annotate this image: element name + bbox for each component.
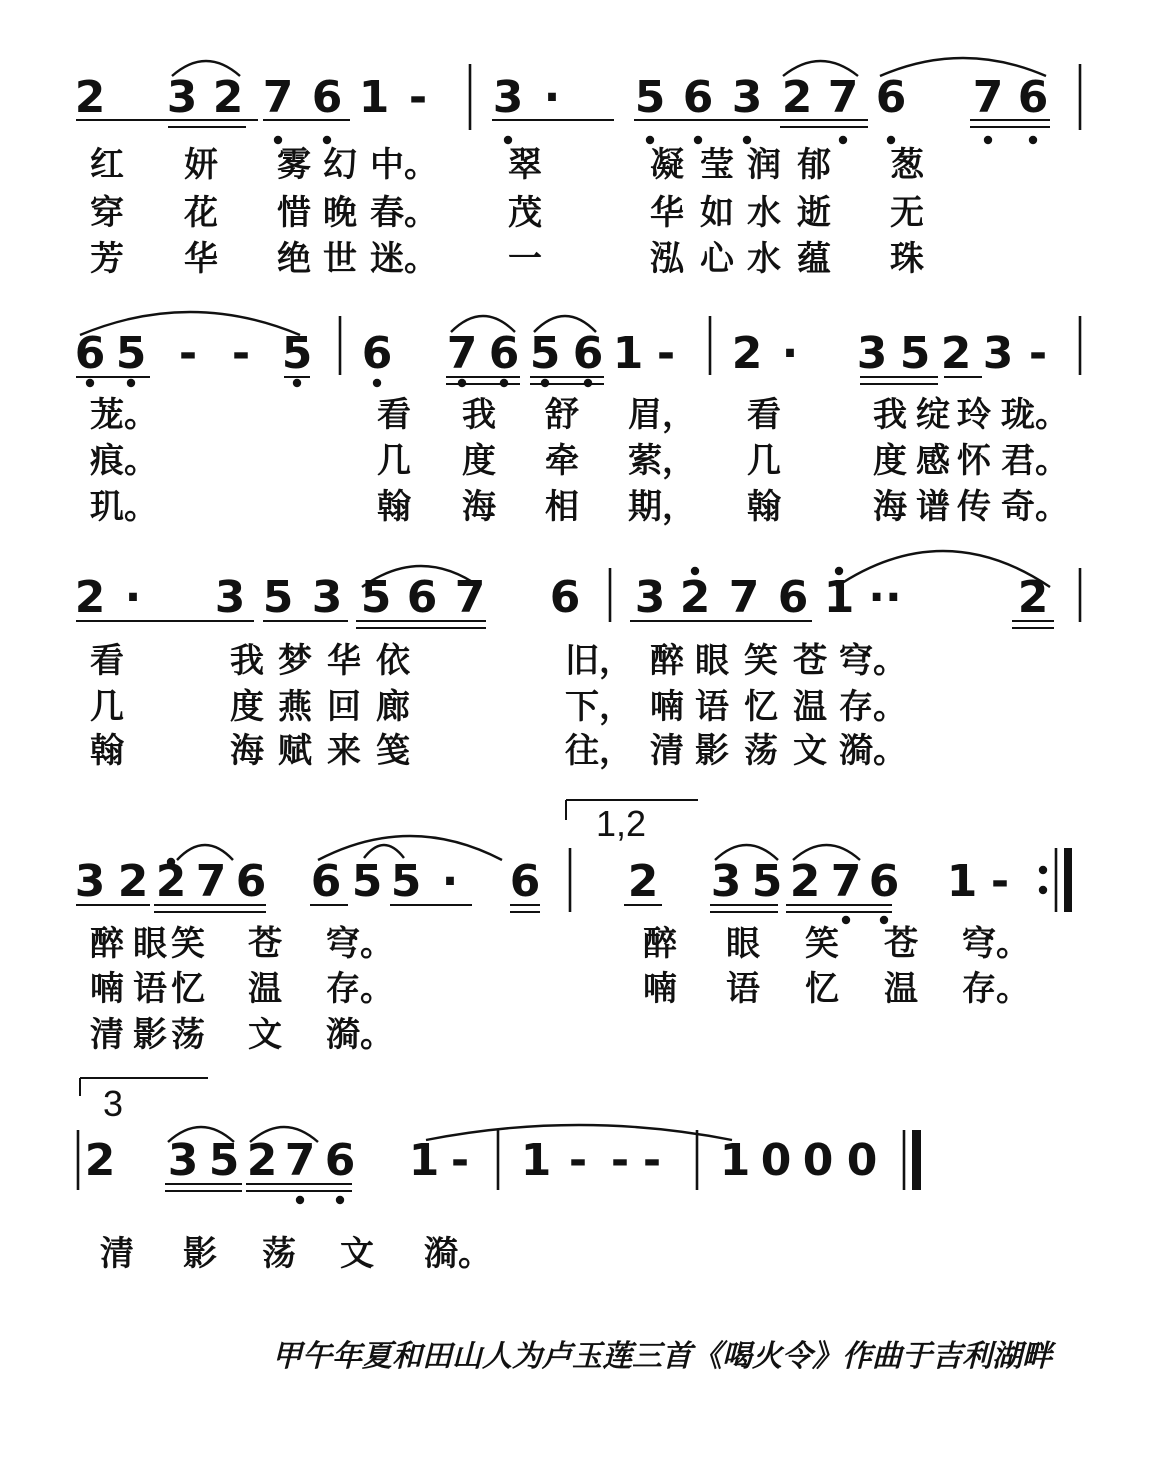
octave-dot <box>887 136 895 144</box>
jianpu-note: 6 <box>74 328 106 379</box>
lyric-char: 影 <box>183 1234 217 1274</box>
jianpu-note: 3 <box>731 72 763 123</box>
lyric-char: 文 <box>248 1015 282 1055</box>
final-barline-thick <box>912 1130 921 1190</box>
jianpu-note: 6 <box>549 572 581 623</box>
jianpu-note: 3 <box>167 1135 199 1186</box>
lyric-char: 几 <box>377 441 411 481</box>
jianpu-note: 0 <box>760 1135 792 1186</box>
lyric-char: 喃 <box>643 969 677 1009</box>
lyric-char: 看 <box>90 641 124 681</box>
lyric-char: 郁 <box>797 145 831 185</box>
lyric-char: 影 <box>133 1015 167 1055</box>
lyric-char: 苍 <box>248 924 282 964</box>
jianpu-note: 2 <box>940 328 972 379</box>
jianpu-note: 6 <box>235 856 267 907</box>
lyric-char: 忆 <box>805 969 839 1009</box>
repeat-dot <box>1039 886 1047 894</box>
jianpu-note: ·· <box>868 572 902 623</box>
lyric-char: 晚 <box>323 193 357 233</box>
lyric-char: 绝 <box>277 239 311 279</box>
lyric-char: 中。 <box>370 145 438 185</box>
lyric-char: 翰 <box>90 731 124 771</box>
lyric-char: 穹。 <box>839 641 907 681</box>
jianpu-note: 5 <box>115 328 147 379</box>
lyric-char: 眉， <box>628 395 696 435</box>
lyric-char: 清 <box>100 1234 134 1274</box>
jianpu-note: 2 <box>731 328 763 379</box>
jianpu-note: 2 <box>74 572 106 623</box>
jianpu-note: 6 <box>324 1135 356 1186</box>
lyric-char: 眼 <box>695 641 729 681</box>
octave-dot <box>584 379 592 387</box>
jianpu-note: - <box>656 328 676 379</box>
lyric-char: 华 <box>184 239 218 279</box>
jianpu-note: 1 <box>946 856 978 907</box>
lyric-char: 华 <box>650 193 684 233</box>
lyric-char: 我 <box>230 641 264 681</box>
lyric-char: 眼 <box>726 924 760 964</box>
lyric-char: 红 <box>90 145 124 185</box>
jianpu-note: - <box>231 328 251 379</box>
lyric-char: 海 <box>873 487 907 527</box>
octave-dot <box>296 1196 304 1204</box>
jianpu-note: 7 <box>827 72 859 123</box>
jianpu-note: 1 <box>408 1135 440 1186</box>
jianpu-note: 6 <box>777 572 809 623</box>
jianpu-note: - <box>178 328 198 379</box>
volta-label: 3 <box>103 1083 124 1124</box>
lyric-char: 期， <box>628 487 696 527</box>
lyric-char: 度 <box>873 441 907 481</box>
jianpu-note: 3 <box>214 572 246 623</box>
jianpu-note: 2 <box>679 572 711 623</box>
lyric-char: 度 <box>230 687 264 727</box>
octave-dot <box>127 379 135 387</box>
repeat-dot <box>1039 866 1047 874</box>
lyric-char: 笑 <box>171 924 205 964</box>
lyric-char: 文 <box>340 1234 374 1274</box>
lyric-char: 语 <box>695 687 729 727</box>
jianpu-note: 5 <box>262 572 294 623</box>
lyric-char: 影 <box>695 731 729 771</box>
lyric-char: 我 <box>873 395 907 435</box>
lyric-char: 温 <box>793 687 827 727</box>
lyric-char: 回 <box>327 687 361 727</box>
lyric-char: 萦， <box>628 441 696 481</box>
jianpu-note: 5 <box>281 328 313 379</box>
octave-dot <box>458 379 466 387</box>
octave-dot <box>323 136 331 144</box>
lyric-char: 赋 <box>278 731 312 771</box>
octave-dot <box>1029 136 1037 144</box>
jianpu-note: 3 <box>982 328 1014 379</box>
lyric-char: 笑 <box>805 924 839 964</box>
jianpu-note: 6 <box>682 72 714 123</box>
lyric-char: 水 <box>747 193 781 233</box>
lyric-char: 往， <box>565 731 633 771</box>
jianpu-note: 2 <box>155 856 187 907</box>
jianpu-note: 6 <box>1017 72 1049 123</box>
jianpu-note: · <box>543 72 561 123</box>
lyric-char: 花 <box>184 193 218 233</box>
lyric-char: 葱 <box>890 145 924 185</box>
lyric-char: 珠 <box>890 239 924 279</box>
lyric-char: 醉 <box>650 641 684 681</box>
octave-dot <box>293 379 301 387</box>
lyric-char: 水 <box>747 239 781 279</box>
jianpu-note: 7 <box>195 856 227 907</box>
lyric-char: 温 <box>884 969 918 1009</box>
lyric-char: 穿 <box>90 193 124 233</box>
octave-dot <box>842 916 850 924</box>
jianpu-note: - <box>642 1135 662 1186</box>
jianpu-note: - <box>990 856 1010 907</box>
octave-dot <box>694 136 702 144</box>
jianpu-note: 3 <box>311 572 343 623</box>
lyric-char: 忆 <box>744 687 778 727</box>
lyric-char: 语 <box>133 969 167 1009</box>
jianpu-note: 3 <box>710 856 742 907</box>
jianpu-note: 2 <box>117 856 149 907</box>
lyric-char: 春。 <box>370 193 438 233</box>
lyric-char: 廊 <box>376 687 410 727</box>
lyric-char: 忆 <box>171 969 205 1009</box>
jianpu-note: 6 <box>361 328 393 379</box>
jianpu-note: 6 <box>875 72 907 123</box>
jianpu-note: 2 <box>74 72 106 123</box>
jianpu-note: 2 <box>781 72 813 123</box>
lyric-char: 几 <box>747 441 781 481</box>
jianpu-note: 5 <box>634 72 666 123</box>
jianpu-note: 7 <box>830 856 862 907</box>
lyric-char: 荡 <box>744 731 778 771</box>
jianpu-note: 6 <box>488 328 520 379</box>
lyric-char: 传 <box>957 487 991 527</box>
jianpu-note: - <box>408 72 428 123</box>
lyric-char: 惜 <box>277 193 311 233</box>
lyric-char: 感 <box>916 441 950 481</box>
lyric-char: 依 <box>376 641 410 681</box>
jianpu-note: 2 <box>84 1135 116 1186</box>
octave-dot <box>880 916 888 924</box>
octave-dot <box>839 136 847 144</box>
octave-dot <box>646 136 654 144</box>
lyric-char: 翰 <box>747 487 781 527</box>
octave-dot <box>336 1196 344 1204</box>
lyric-char: 度 <box>462 441 496 481</box>
octave-dot <box>373 379 381 387</box>
lyric-char: 笺 <box>376 731 410 771</box>
lyric-char: 喃 <box>650 687 684 727</box>
lyric-char: 如 <box>700 193 734 233</box>
lyric-char: 穹。 <box>962 924 1030 964</box>
lyric-char: 漪。 <box>839 731 907 771</box>
composer-note: 甲午年夏和田山人为卢玉莲三首《喝火令》作曲于吉利湖畔 <box>272 1339 1052 1374</box>
lyric-char: 漪。 <box>424 1234 492 1274</box>
lyric-char: 梦 <box>278 641 312 681</box>
lyric-char: 莹 <box>700 145 734 185</box>
lyric-char: 茂 <box>508 193 542 233</box>
octave-dot <box>984 136 992 144</box>
lyric-char: 绽 <box>916 395 950 435</box>
jianpu-note: - <box>1028 328 1048 379</box>
lyric-char: 珑。 <box>1001 395 1069 435</box>
repeat-barline-thick <box>1064 848 1072 912</box>
lyric-char: 荡 <box>171 1015 205 1055</box>
jianpu-note: · <box>781 328 799 379</box>
jianpu-note: - <box>568 1135 588 1186</box>
lyric-char: 穹。 <box>326 924 394 964</box>
lyric-char: 相 <box>545 487 579 527</box>
lyric-char: 温 <box>248 969 282 1009</box>
lyric-char: 迷。 <box>370 239 438 279</box>
lyric-char: 润 <box>747 145 781 185</box>
lyric-char: 存。 <box>326 969 394 1009</box>
jianpu-note: 2 <box>246 1135 278 1186</box>
jianpu-note: 7 <box>446 328 478 379</box>
lyric-char: 妍 <box>184 145 218 185</box>
lyric-char: 看 <box>377 395 411 435</box>
jianpu-note: 6 <box>310 856 342 907</box>
lyric-char: 华 <box>327 641 361 681</box>
jianpu-note: 1 <box>520 1135 552 1186</box>
lyric-char: 苍 <box>793 641 827 681</box>
lyric-char: 舒 <box>545 395 579 435</box>
lyric-char: 翠 <box>508 145 542 185</box>
lyric-char: 谱 <box>916 487 950 527</box>
lyric-char: 苍 <box>884 924 918 964</box>
jianpu-note: 1 <box>612 328 644 379</box>
jianpu-note: 1 <box>358 72 390 123</box>
lyric-char: 逝 <box>797 193 831 233</box>
jianpu-note: - <box>610 1135 630 1186</box>
jianpu-note: 7 <box>728 572 760 623</box>
jianpu-note: 1 <box>719 1135 751 1186</box>
lyric-char: 君。 <box>1001 441 1069 481</box>
lyric-char: 海 <box>462 487 496 527</box>
octave-dot <box>274 136 282 144</box>
jianpu-note: 7 <box>262 72 294 123</box>
lyric-char: 泓 <box>650 239 684 279</box>
jianpu-note: · <box>441 856 459 907</box>
lyric-char: 看 <box>747 395 781 435</box>
jianpu-note: · <box>124 572 142 623</box>
jianpu-note: 5 <box>390 856 422 907</box>
jianpu-note: 5 <box>529 328 561 379</box>
lyric-char: 喃 <box>90 969 124 1009</box>
jianpu-note: 2 <box>1017 572 1049 623</box>
jianpu-note: 2 <box>627 856 659 907</box>
lyric-char: 牵 <box>545 441 579 481</box>
lyric-char: 几 <box>90 687 124 727</box>
jianpu-note: 6 <box>311 72 343 123</box>
lyric-char: 笑 <box>744 641 778 681</box>
lyric-char: 雾 <box>277 145 311 185</box>
lyric-char: 燕 <box>278 687 312 727</box>
lyric-char: 来 <box>327 731 361 771</box>
octave-dot <box>86 379 94 387</box>
notation-marks <box>76 58 1080 1204</box>
lyric-char: 海 <box>230 731 264 771</box>
lyric-char: 痕。 <box>90 441 158 481</box>
lyric-char: 茏。 <box>90 395 158 435</box>
octave-dot <box>504 136 512 144</box>
jianpu-note: 0 <box>846 1135 878 1186</box>
jianpu-note: - <box>450 1135 470 1186</box>
jianpu-note: 6 <box>406 572 438 623</box>
jianpu-note: 7 <box>284 1135 316 1186</box>
lyric-char: 芳 <box>90 239 124 279</box>
lyric-char: 旧， <box>565 641 633 681</box>
jianpu-note: 3 <box>634 572 666 623</box>
lyric-char: 凝 <box>650 145 684 185</box>
lyric-char: 奇。 <box>1001 487 1069 527</box>
jianpu-note: 1 <box>823 572 855 623</box>
jianpu-note: 2 <box>212 72 244 123</box>
jianpu-note: 5 <box>751 856 783 907</box>
jianpu-note: 7 <box>454 572 486 623</box>
octave-dot <box>743 136 751 144</box>
jianpu-note: 6 <box>572 328 604 379</box>
lyric-char: 我 <box>462 395 496 435</box>
lyric-char: 醉 <box>90 924 124 964</box>
jianpu-note: 6 <box>509 856 541 907</box>
volta-label: 1,2 <box>596 803 647 844</box>
lyric-char: 下， <box>565 687 633 727</box>
lyric-char: 世 <box>323 239 357 279</box>
jianpu-note: 3 <box>74 856 106 907</box>
jianpu-note: 3 <box>166 72 198 123</box>
jianpu-note: 5 <box>351 856 383 907</box>
lyric-char: 清 <box>90 1015 124 1055</box>
lyric-char: 无 <box>890 193 924 233</box>
lyric-char: 玲 <box>957 395 991 435</box>
lyric-char: 蕴 <box>797 239 831 279</box>
lyric-char: 漪。 <box>326 1015 394 1055</box>
lyric-char: 荡 <box>262 1234 296 1274</box>
octave-dot <box>500 379 508 387</box>
lyric-char: 存。 <box>962 969 1030 1009</box>
lyric-char: 一 <box>508 239 542 279</box>
lyric-char: 玑。 <box>90 487 158 527</box>
jianpu-note: 6 <box>868 856 900 907</box>
jianpu-note: 5 <box>899 328 931 379</box>
octave-dot <box>541 379 549 387</box>
lyric-char: 清 <box>650 731 684 771</box>
jianpu-note: 7 <box>972 72 1004 123</box>
lyric-char: 眼 <box>133 924 167 964</box>
jianpu-note: 3 <box>492 72 524 123</box>
lyric-char: 醉 <box>643 924 677 964</box>
lyric-char: 怀 <box>957 441 991 481</box>
jianpu-note: 0 <box>802 1135 834 1186</box>
jianpu-note: 2 <box>789 856 821 907</box>
jianpu-note: 5 <box>360 572 392 623</box>
lyric-char: 语 <box>726 969 760 1009</box>
lyric-char: 幻 <box>323 145 357 185</box>
lyric-char: 文 <box>793 731 827 771</box>
jianpu-note: 5 <box>208 1135 240 1186</box>
jianpu-note: 3 <box>856 328 888 379</box>
lyric-char: 心 <box>700 239 734 279</box>
lyric-char: 翰 <box>377 487 411 527</box>
lyric-char: 存。 <box>839 687 907 727</box>
